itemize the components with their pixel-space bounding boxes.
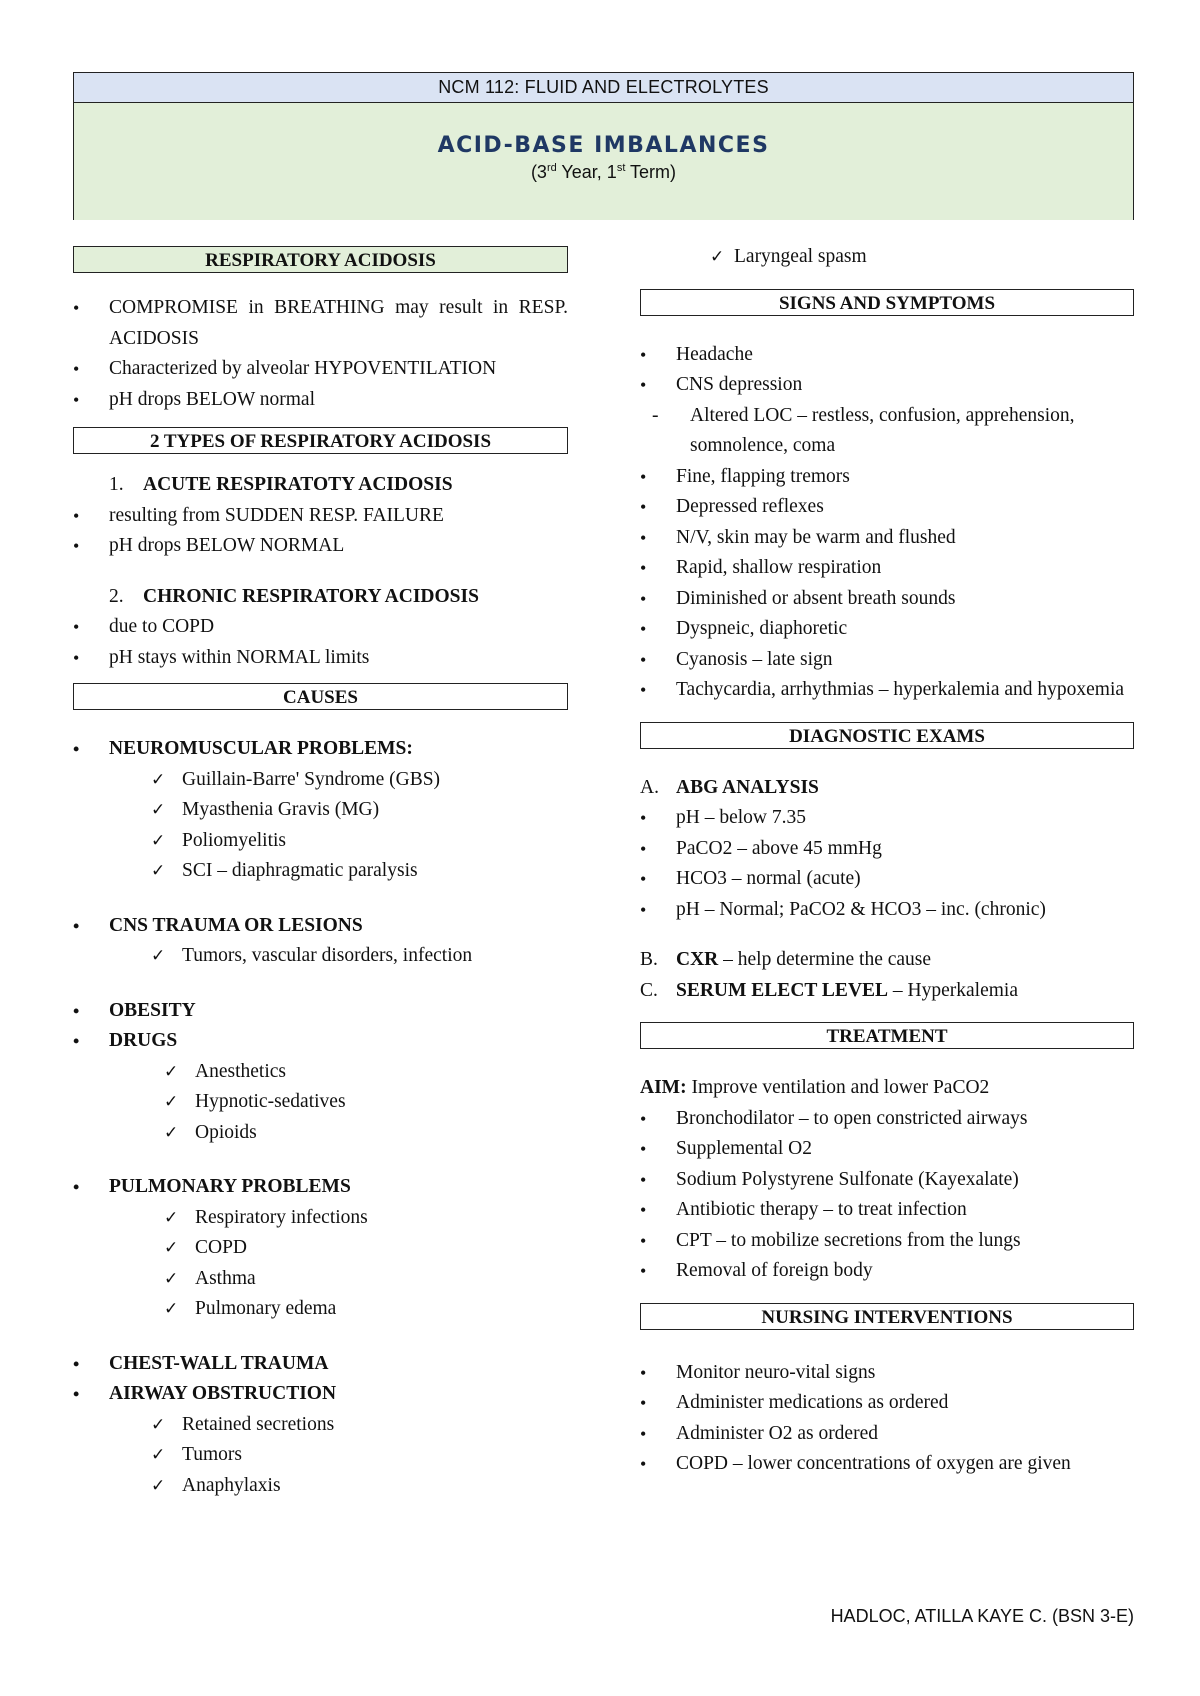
sub-item: - Altered LOC – restless, confusion, apprehension, somnolence, coma: [640, 401, 1134, 462]
treatment-list: [640, 1104, 1134, 1287]
course-title: NCM 112: FLUID AND ELECTROLYTES: [74, 73, 1133, 103]
list-item: • Depressed reflexes: [640, 492, 1134, 523]
type-chronic-heading: [73, 582, 568, 613]
item-text: – help determine the cause: [718, 949, 932, 970]
list-item: • Antibiotic therapy – to treat infection: [640, 1195, 1134, 1226]
check-item: ✓ SCI – diaphragmatic paralysis: [73, 856, 568, 887]
resp-acidosis-list: [73, 293, 568, 415]
check-item: ✓ COPD: [73, 1233, 568, 1264]
pulm-group: [73, 1172, 568, 1203]
list-item: • pH – below 7.35: [640, 803, 1134, 834]
list-item: • Fine, flapping tremors: [640, 462, 1134, 493]
treatment-aim: [640, 1073, 1134, 1104]
check-item: ✓ Respiratory infections: [73, 1203, 568, 1234]
list-item: • pH – Normal; PaCO2 & HCO3 – inc. (chronic): [640, 895, 1134, 926]
list-item: • Sodium Polystyrene Sulfonate (Kayexalate): [640, 1165, 1134, 1196]
list-item: • N/V, skin may be warm and flushed: [640, 523, 1134, 554]
left-column: [73, 246, 568, 1501]
subtitle-sup: st: [616, 162, 626, 174]
type-number: 2.: [109, 585, 124, 607]
list-item: • resulting from SUDDEN RESP. FAILURE: [73, 501, 568, 532]
aim-label: AIM:: [640, 1077, 687, 1098]
pulm-checklist: [73, 1203, 568, 1325]
list-item: • Cyanosis – late sign: [640, 645, 1134, 676]
check-item: ✓ Pulmonary edema: [73, 1294, 568, 1325]
list-item: • Rapid, shallow respiration: [640, 553, 1134, 584]
list-item: • CPT – to mobilize secretions from the lungs: [640, 1226, 1134, 1257]
item-letter: C.: [640, 979, 658, 1001]
cause-category: • OBESITY: [73, 996, 568, 1027]
document-header: [73, 72, 1134, 220]
check-item: ✓ Anaphylaxis: [73, 1471, 568, 1502]
type-number: 1.: [109, 474, 124, 495]
section-heading-causes: CAUSES: [73, 683, 568, 710]
check-item: ✓ Poliomyelitis: [73, 826, 568, 857]
drugs-checklist: [73, 1057, 568, 1149]
cause-category: • AIRWAY OBSTRUCTION: [73, 1379, 568, 1410]
nursing-list: [640, 1358, 1134, 1480]
list-item: • Characterized by alveolar HYPOVENTILATION: [73, 354, 568, 385]
list-item: • Removal of foreign body: [640, 1256, 1134, 1287]
neuro-checklist: [73, 765, 568, 887]
subtitle-part: Term): [625, 162, 677, 182]
list-item: • pH stays within NORMAL limits: [73, 643, 568, 674]
diagnostic-serum: [640, 976, 1134, 1007]
list-item: • Headache: [640, 340, 1134, 371]
right-column: [640, 246, 1134, 1480]
cause-category: • PULMONARY PROBLEMS: [73, 1172, 568, 1203]
page-subtitle: [74, 162, 1133, 183]
check-item: ✓ Tumors: [73, 1440, 568, 1471]
cause-category: • CNS TRAUMA OR LESIONS: [73, 911, 568, 942]
list-item: • COPD – lower concentrations of oxygen are given: [640, 1449, 1134, 1480]
list-item: • Dyspneic, diaphoretic: [640, 614, 1134, 645]
list-item: • pH drops BELOW NORMAL: [73, 531, 568, 562]
signs-list: [640, 340, 1134, 706]
subtitle-part: (3: [530, 162, 547, 182]
check-item: ✓ Hypnotic-sedatives: [73, 1087, 568, 1118]
check-item: ✓ Tumors, vascular disorders, infection: [73, 941, 568, 972]
check-item: ✓ Anesthetics: [73, 1057, 568, 1088]
type-title: CHRONIC RESPIRATORY ACIDOSIS: [143, 585, 479, 607]
chronic-list: [73, 612, 568, 673]
author-footer: HADLOC, ATILLA KAYE C. (BSN 3-E): [830, 1606, 1134, 1626]
check-item: ✓ Myasthenia Gravis (MG): [73, 795, 568, 826]
item-title: ABG ANALYSIS: [676, 776, 819, 798]
list-item: • CNS depression: [640, 370, 1134, 401]
section-heading-signs: SIGNS AND SYMPTOMS: [640, 289, 1134, 316]
list-item: • Supplemental O2: [640, 1134, 1134, 1165]
item-text: – Hyperkalemia: [888, 979, 1018, 1001]
list-item: • Bronchodilator – to open constricted airways: [640, 1104, 1134, 1135]
cns-group: [73, 911, 568, 942]
list-item: • Monitor neuro-vital signs: [640, 1358, 1134, 1389]
check-item: ✓ Asthma: [73, 1264, 568, 1295]
section-heading-treatment: TREATMENT: [640, 1022, 1134, 1049]
airway-checklist: [73, 1410, 568, 1502]
type-acute-heading: [73, 470, 568, 501]
list-item: • Diminished or absent breath sounds: [640, 584, 1134, 615]
section-heading-resp-acidosis: RESPIRATORY ACIDOSIS: [73, 246, 568, 273]
page-title: ACID-BASE IMBALANCES: [437, 133, 770, 158]
check-item: ✓ Opioids: [73, 1118, 568, 1149]
diagnostic-cxr: [640, 945, 1134, 976]
check-item: ✓ Laryngeal spasm: [640, 242, 1134, 273]
cns-checklist: [73, 941, 568, 972]
title-block: [74, 103, 1133, 220]
chest-airway-group: [73, 1349, 568, 1410]
list-item: • Administer O2 as ordered: [640, 1419, 1134, 1450]
subtitle-part: Year, 1: [556, 162, 617, 182]
carry-over-checklist: [640, 242, 1134, 273]
list-item: • HCO3 – normal (acute): [640, 864, 1134, 895]
list-item: • COMPROMISE in BREATHING may result in RESP. ACIDOSIS: [73, 293, 568, 354]
obesity-drugs-group: [73, 996, 568, 1057]
list-item: • pH drops BELOW normal: [73, 385, 568, 416]
check-item: ✓ Retained secretions: [73, 1410, 568, 1441]
abg-list: [640, 803, 1134, 925]
subtitle-sup: rd: [546, 162, 557, 174]
acute-list: [73, 501, 568, 562]
cause-category: • NEUROMUSCULAR PROBLEMS:: [73, 734, 568, 765]
item-title: CXR: [676, 949, 719, 970]
aim-text: Improve ventilation and lower PaCO2: [686, 1077, 990, 1098]
list-item: • PaCO2 – above 45 mmHg: [640, 834, 1134, 865]
check-item: ✓ Guillain-Barre' Syndrome (GBS): [73, 765, 568, 796]
item-letter: A.: [640, 776, 659, 798]
item-letter: B.: [640, 949, 658, 970]
list-item: • Administer medications as ordered: [640, 1388, 1134, 1419]
causes-list: [73, 734, 568, 765]
section-heading-diagnostic: DIAGNOSTIC EXAMS: [640, 722, 1134, 749]
list-item: • due to COPD: [73, 612, 568, 643]
cause-category: • DRUGS: [73, 1026, 568, 1057]
list-item: • Tachycardia, arrhythmias – hyperkalemia and hypoxemia: [640, 675, 1134, 706]
section-heading-nursing: NURSING INTERVENTIONS: [640, 1303, 1134, 1330]
item-title: SERUM ELECT LEVEL: [676, 979, 889, 1001]
diagnostic-abg: [640, 773, 1134, 804]
type-title: ACUTE RESPIRATOTY ACIDOSIS: [143, 474, 453, 495]
cause-category: • CHEST-WALL TRAUMA: [73, 1349, 568, 1380]
section-heading-types: 2 TYPES OF RESPIRATORY ACIDOSIS: [73, 427, 568, 454]
